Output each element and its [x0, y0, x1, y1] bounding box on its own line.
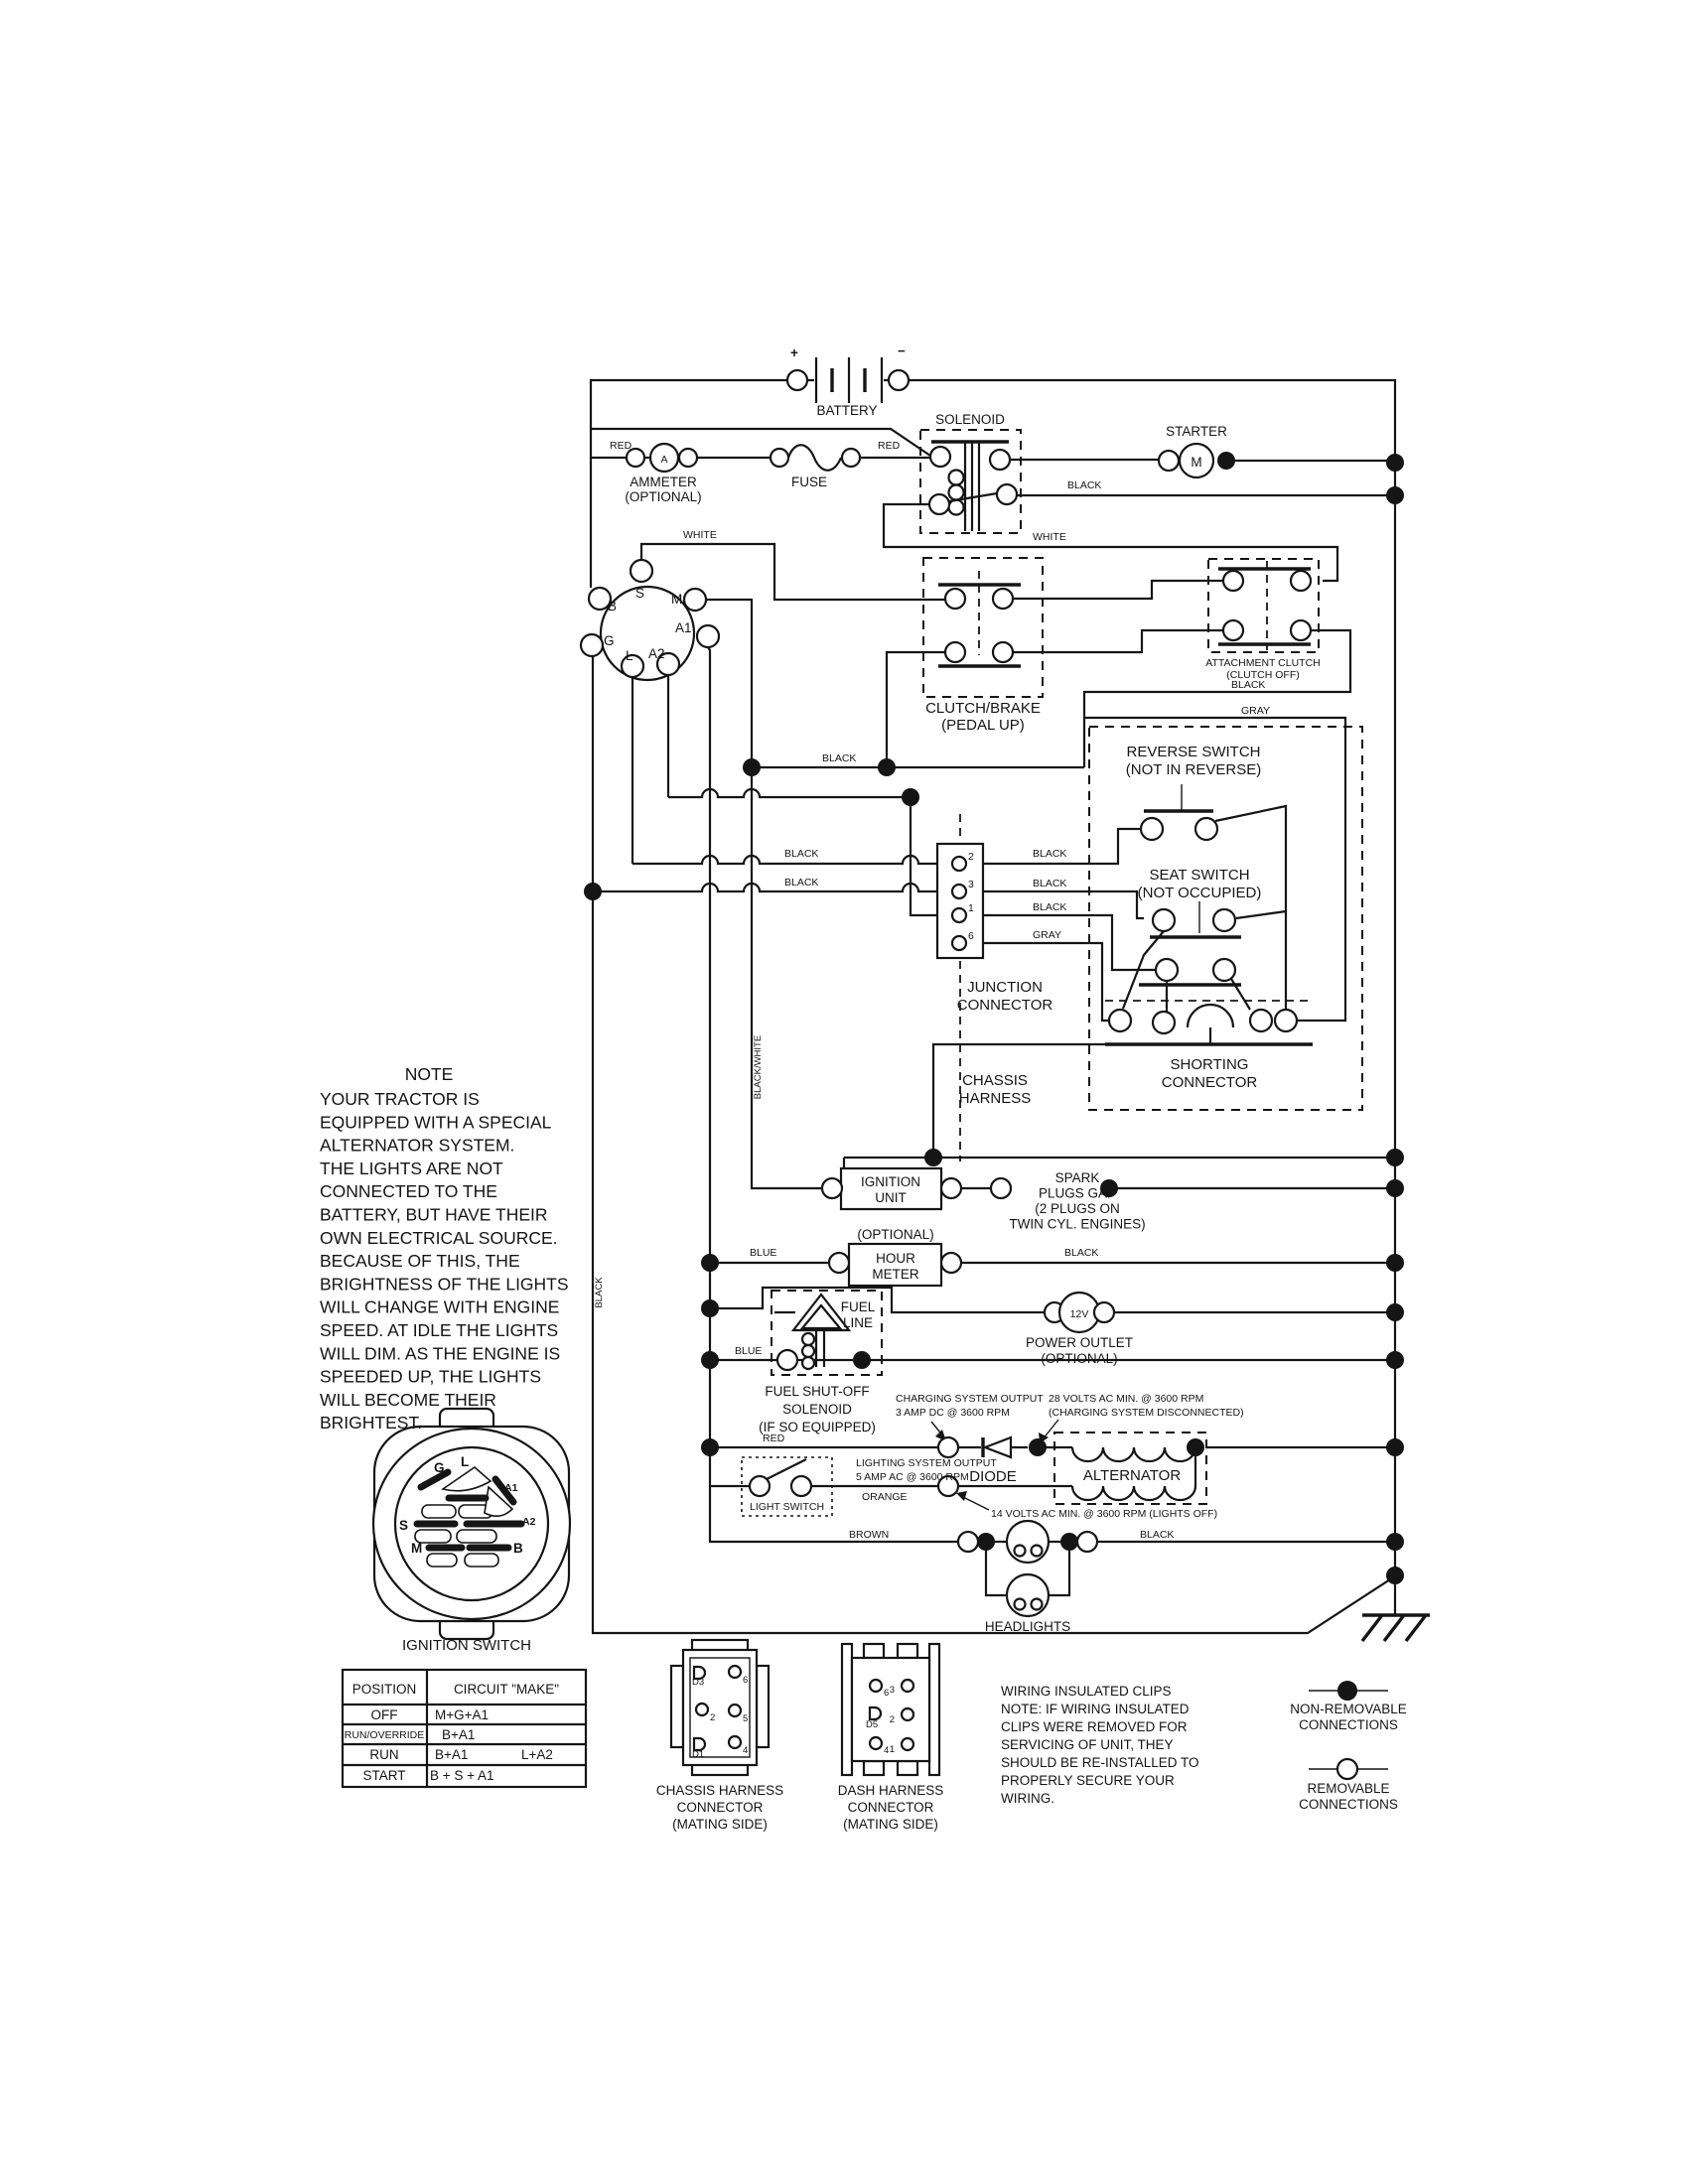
ignition-letter-g: G	[604, 633, 615, 648]
wire-label-orange: ORANGE	[862, 1491, 908, 1503]
table-row-position: RUN/OVERRIDE	[344, 1729, 425, 1741]
light-switch-terminal	[750, 1476, 770, 1496]
ignition-letter-b: B	[608, 599, 618, 614]
battery-negative-terminal	[889, 370, 909, 390]
solenoid-core	[965, 442, 979, 531]
chassis-connector-caption: CHASSIS HARNESS CONNECTOR (MATING SIDE)	[655, 1783, 784, 1832]
attachment-terminal	[1223, 620, 1243, 640]
ignition-terminal-a1	[697, 625, 719, 647]
solenoid-coil-loop	[949, 471, 964, 485]
chassis-pin-label: 6	[743, 1675, 749, 1686]
table-row-circuit: M+G+A1	[435, 1707, 490, 1722]
headlight-terminal	[1077, 1532, 1097, 1552]
switch-face-g: G	[434, 1460, 445, 1475]
table-row-position: RUN	[369, 1747, 399, 1762]
lights-off-label: 14 VOLTS AC MIN. @ 3600 RPM (LIGHTS OFF)	[991, 1508, 1218, 1520]
wire-label-black: BLACK	[822, 752, 857, 764]
arrow-lights-off	[961, 1496, 989, 1510]
fuse-terminal	[771, 449, 788, 467]
fuel-coil-loop	[802, 1333, 814, 1345]
wire-label-white: WHITE	[1033, 531, 1066, 543]
seat-switch-terminal	[1213, 909, 1235, 931]
table-row-position: OFF	[370, 1707, 398, 1722]
note-title: NOTE	[404, 1064, 454, 1084]
junction-pin-label-6: 6	[968, 930, 974, 942]
ignition-unit-terminal	[941, 1178, 961, 1198]
wire-rows-with-hops	[593, 789, 952, 891]
light-switch-terminal	[791, 1476, 811, 1496]
note-body: YOUR TRACTOR IS EQUIPPED WITH A SPECIAL ALTERNATOR SYSTEM. THE LIGHTS ARE NOT CONNECTED TO THE BATTERY, BUT HAVE THEIR OWN ELECTRICAL SOURCE. BECAUSE OF THIS, THE BRIGHTNESS OF THE LIGHTS WILL CHANGE WITH ENGINE SPEED. AT IDLE THE LIGHTS WILL DIM. AS THE ENGINE IS SPEEDED UP, THE LIGHTS WILL BECOME THEIR BRIGHTEST.	[320, 1089, 569, 1433]
ignition-letter-a2: A2	[648, 646, 665, 661]
table-row-circuit: B + S + A1	[430, 1768, 494, 1783]
ammeter-label: AMMETER (OPTIONAL)	[625, 475, 702, 504]
junction-connector-label: JUNCTION CONNECTOR	[956, 979, 1053, 1014]
headlight-contact	[1015, 1546, 1026, 1557]
chassis-pin-label: D1	[692, 1749, 705, 1760]
fuel-core	[816, 1330, 824, 1367]
headlight-contact	[1032, 1599, 1043, 1610]
dash-pin-label: 3	[889, 1685, 895, 1696]
solenoid-terminal	[929, 494, 949, 514]
fuse-terminal	[842, 449, 860, 467]
table-header-circuit: CIRCUIT "MAKE"	[453, 1682, 560, 1697]
battery-label: BATTERY	[816, 403, 878, 418]
solenoid-terminal	[930, 447, 950, 467]
power-outlet-label: POWER OUTLET (OPTIONAL)	[1025, 1335, 1134, 1366]
legend-removable-circle	[1337, 1759, 1357, 1779]
seat-switch-terminal	[1213, 959, 1235, 981]
wire-label-gray: GRAY	[1241, 705, 1270, 717]
wire-label-black: BLACK	[1231, 679, 1266, 691]
wire-label-black: BLACK	[1140, 1529, 1175, 1541]
ignition-unit-terminal	[822, 1178, 842, 1198]
clutch-brake-terminal	[945, 589, 965, 609]
ignition-unit-label: IGNITION UNIT	[861, 1174, 920, 1205]
junction-pin-1	[952, 908, 966, 922]
solenoid-terminal	[997, 484, 1017, 504]
chassis-pin-label: 5	[743, 1713, 749, 1724]
reverse-switch-label: REVERSE SWITCH (NOT IN REVERSE)	[1125, 744, 1262, 778]
junction-pin-label-3: 3	[968, 879, 974, 890]
wire-label-red: RED	[763, 1433, 785, 1444]
spark-plug-terminal	[991, 1178, 1011, 1198]
solenoid-label: SOLENOID	[935, 412, 1005, 427]
wire-label-black: BLACK	[1067, 479, 1102, 491]
switch-face-m: M	[411, 1541, 423, 1556]
clips-note: WIRING INSULATED CLIPS NOTE: IF WIRING INSULATED CLIPS WERE REMOVED FOR SERVICING OF UNIT, THEY SHOULD BE RE-INSTALLED TO PROPERLY SECURE YOUR WIRING.	[1001, 1684, 1199, 1806]
starter-label: STARTER	[1166, 424, 1227, 439]
wire-label-black-white-vertical: BLACK/WHITE	[753, 1034, 764, 1100]
ignition-letter-l: L	[626, 648, 633, 663]
hour-meter-optional-label: (OPTIONAL)	[857, 1227, 934, 1242]
headlight-contact	[1032, 1546, 1043, 1557]
power-outlet-12v-label: 12V	[1069, 1308, 1089, 1320]
junction-pin-label-1: 1	[968, 902, 974, 914]
power-outlet-terminal	[1094, 1302, 1114, 1322]
attachment-clutch-label: ATTACHMENT CLUTCH (CLUTCH OFF)	[1205, 657, 1321, 681]
shorting-terminal	[1250, 1010, 1272, 1031]
hour-meter-terminal	[829, 1253, 849, 1273]
dash-harness-connector-drawing	[842, 1644, 939, 1775]
hour-meter-terminal	[941, 1253, 961, 1273]
starter-symbol: M	[1191, 455, 1202, 470]
wire-label-black-vertical: BLACK	[594, 1277, 605, 1308]
dash-pin-label: D5	[866, 1719, 879, 1730]
shorting-terminal	[1109, 1010, 1131, 1031]
headlight-bulb	[1007, 1574, 1049, 1616]
reverse-switch-terminal	[1195, 818, 1217, 840]
hour-meter-label: HOUR METER	[872, 1251, 919, 1282]
clutch-brake-terminal	[993, 589, 1013, 609]
attachment-terminal	[1223, 571, 1243, 591]
fuel-coil-loop	[802, 1357, 814, 1369]
starter-terminal	[1159, 451, 1179, 471]
dash-connector-caption: DASH HARNESS CONNECTOR (MATING SIDE)	[837, 1783, 944, 1832]
wire-label-black: BLACK	[784, 848, 819, 860]
wire-label-black: BLACK	[1033, 901, 1067, 913]
clutch-brake-box	[923, 558, 1043, 697]
wire-label-black: BLACK	[784, 877, 819, 888]
wire-label-blue: BLUE	[750, 1247, 777, 1259]
clutch-brake-terminal	[945, 642, 965, 662]
battery-positive-terminal	[787, 370, 807, 390]
lighting-output-label: LIGHTING SYSTEM OUTPUT 5 AMP AC @ 3600 RPM	[856, 1457, 997, 1483]
dash-pin-label: 1	[889, 1744, 895, 1755]
fuse-element	[788, 445, 841, 471]
fuel-coil-loop	[802, 1345, 814, 1357]
fuel-solenoid-terminal	[777, 1350, 797, 1370]
clutch-brake-label: CLUTCH/BRAKE (PEDAL UP)	[925, 700, 1041, 734]
switch-face-a1: A1	[504, 1482, 518, 1494]
junction-pin-2	[952, 857, 966, 871]
charging-disconnected-label: 28 VOLTS AC MIN. @ 3600 RPM (CHARGING SYSTEM DISCONNECTED)	[1049, 1393, 1244, 1419]
shorting-arc	[1188, 1005, 1233, 1027]
legend-non-removable-label: NON-REMOVABLE CONNECTIONS	[1290, 1702, 1407, 1732]
diode-triangle	[985, 1437, 1011, 1457]
dash-pin-label: 2	[889, 1714, 895, 1725]
headlights-label: HEADLIGHTS	[984, 1619, 1071, 1634]
ground-symbol	[1362, 1615, 1430, 1641]
charging-output-label: CHARGING SYSTEM OUTPUT 3 AMP DC @ 3600 RPM	[896, 1393, 1044, 1419]
ammeter-terminal	[679, 449, 697, 467]
table-row-circuit: B+A1	[435, 1747, 469, 1762]
junction-pin-3	[952, 885, 966, 898]
seat-switch-terminal	[1156, 959, 1178, 981]
solenoid-coil-loop	[949, 485, 964, 500]
chassis-pin-label: 4	[743, 1745, 749, 1756]
arrow-lights-off-head	[956, 1491, 967, 1501]
junction-pin-6	[952, 936, 966, 950]
ignition-terminal-g	[581, 634, 603, 656]
diode-label: DIODE	[969, 1468, 1017, 1485]
chassis-harness-label: CHASSIS HARNESS	[958, 1072, 1032, 1107]
table-header-position: POSITION	[351, 1682, 417, 1697]
attachment-terminal	[1291, 620, 1311, 640]
switch-face-a2: A2	[522, 1516, 536, 1528]
solenoid-terminal	[990, 450, 1010, 470]
chassis-pin-label: 2	[710, 1712, 716, 1723]
ignition-letter-s: S	[635, 586, 645, 601]
dash-pin-label: 6	[884, 1688, 890, 1699]
spark-plugs-label: SPARK PLUGS GAP (2 PLUGS ON TWIN CYL. ENGINES)	[1009, 1170, 1146, 1232]
ignition-switch-title: IGNITION SWITCH	[402, 1637, 531, 1654]
wire-label-gray: GRAY	[1033, 929, 1061, 941]
clutch-brake-terminal	[993, 642, 1013, 662]
battery-plus-label: +	[790, 345, 798, 360]
ignition-terminal-s	[631, 560, 652, 582]
legend-non-removable-dot	[1337, 1681, 1357, 1701]
wire-label-black: BLACK	[1033, 878, 1067, 889]
headlight-terminal	[958, 1532, 978, 1552]
chassis-harness-connector-drawing	[671, 1640, 769, 1775]
wire-label-black: BLACK	[1064, 1247, 1099, 1259]
fuel-solenoid-label: FUEL SHUT-OFF SOLENOID (IF SO EQUIPPED)	[759, 1384, 876, 1434]
shorting-terminal	[1153, 1012, 1175, 1033]
switch-face-l: L	[461, 1454, 470, 1469]
alternator-coil-top	[1072, 1447, 1195, 1461]
ignition-letter-a1: A1	[675, 620, 692, 635]
alternator-label: ALTERNATOR	[1082, 1467, 1182, 1484]
wire-label-brown: BROWN	[849, 1529, 890, 1541]
ignition-terminal-m	[684, 589, 706, 611]
seat-switch-label: SEAT SWITCH (NOT OCCUPIED)	[1137, 867, 1262, 901]
headlight-contact	[1015, 1599, 1026, 1610]
table-row-position: START	[362, 1768, 406, 1783]
fuse-label: FUSE	[790, 475, 828, 489]
attachment-terminal	[1291, 571, 1311, 591]
chassis-pin-label: D3	[692, 1677, 705, 1688]
fuel-line-label: FUEL LINE	[840, 1299, 876, 1330]
wire-label-red: RED	[610, 440, 632, 452]
reverse-switch-terminal	[1141, 818, 1163, 840]
wire-label-white: WHITE	[683, 529, 717, 541]
switch-face-b: B	[513, 1541, 523, 1556]
ignition-letter-m: M	[671, 592, 683, 607]
charging-output-terminal	[938, 1437, 958, 1457]
headlight-bulb	[1007, 1521, 1049, 1563]
dash-pin-label: 4	[884, 1745, 890, 1756]
shorting-terminal	[1275, 1010, 1297, 1031]
battery-minus-label: −	[898, 343, 906, 358]
junction-pin-label-2: 2	[968, 851, 974, 863]
seat-switch-terminal	[1153, 909, 1175, 931]
table-row-circuit2: L+A2	[521, 1747, 553, 1762]
switch-face-s: S	[399, 1518, 409, 1533]
ammeter-symbol: A	[660, 454, 668, 466]
alternator-coil-bottom	[1072, 1486, 1195, 1500]
shorting-connector-label: SHORTING CONNECTOR	[1161, 1056, 1258, 1091]
wire-label-black: BLACK	[1033, 848, 1067, 860]
wire-label-blue: BLUE	[735, 1345, 763, 1357]
solenoid-box	[920, 430, 1021, 533]
light-switch-label: LIGHT SWITCH	[750, 1501, 825, 1513]
wire-label-red: RED	[878, 440, 901, 452]
table-row-circuit: B+A1	[442, 1727, 476, 1742]
legend-removable-label: REMOVABLE CONNECTIONS	[1299, 1781, 1398, 1812]
